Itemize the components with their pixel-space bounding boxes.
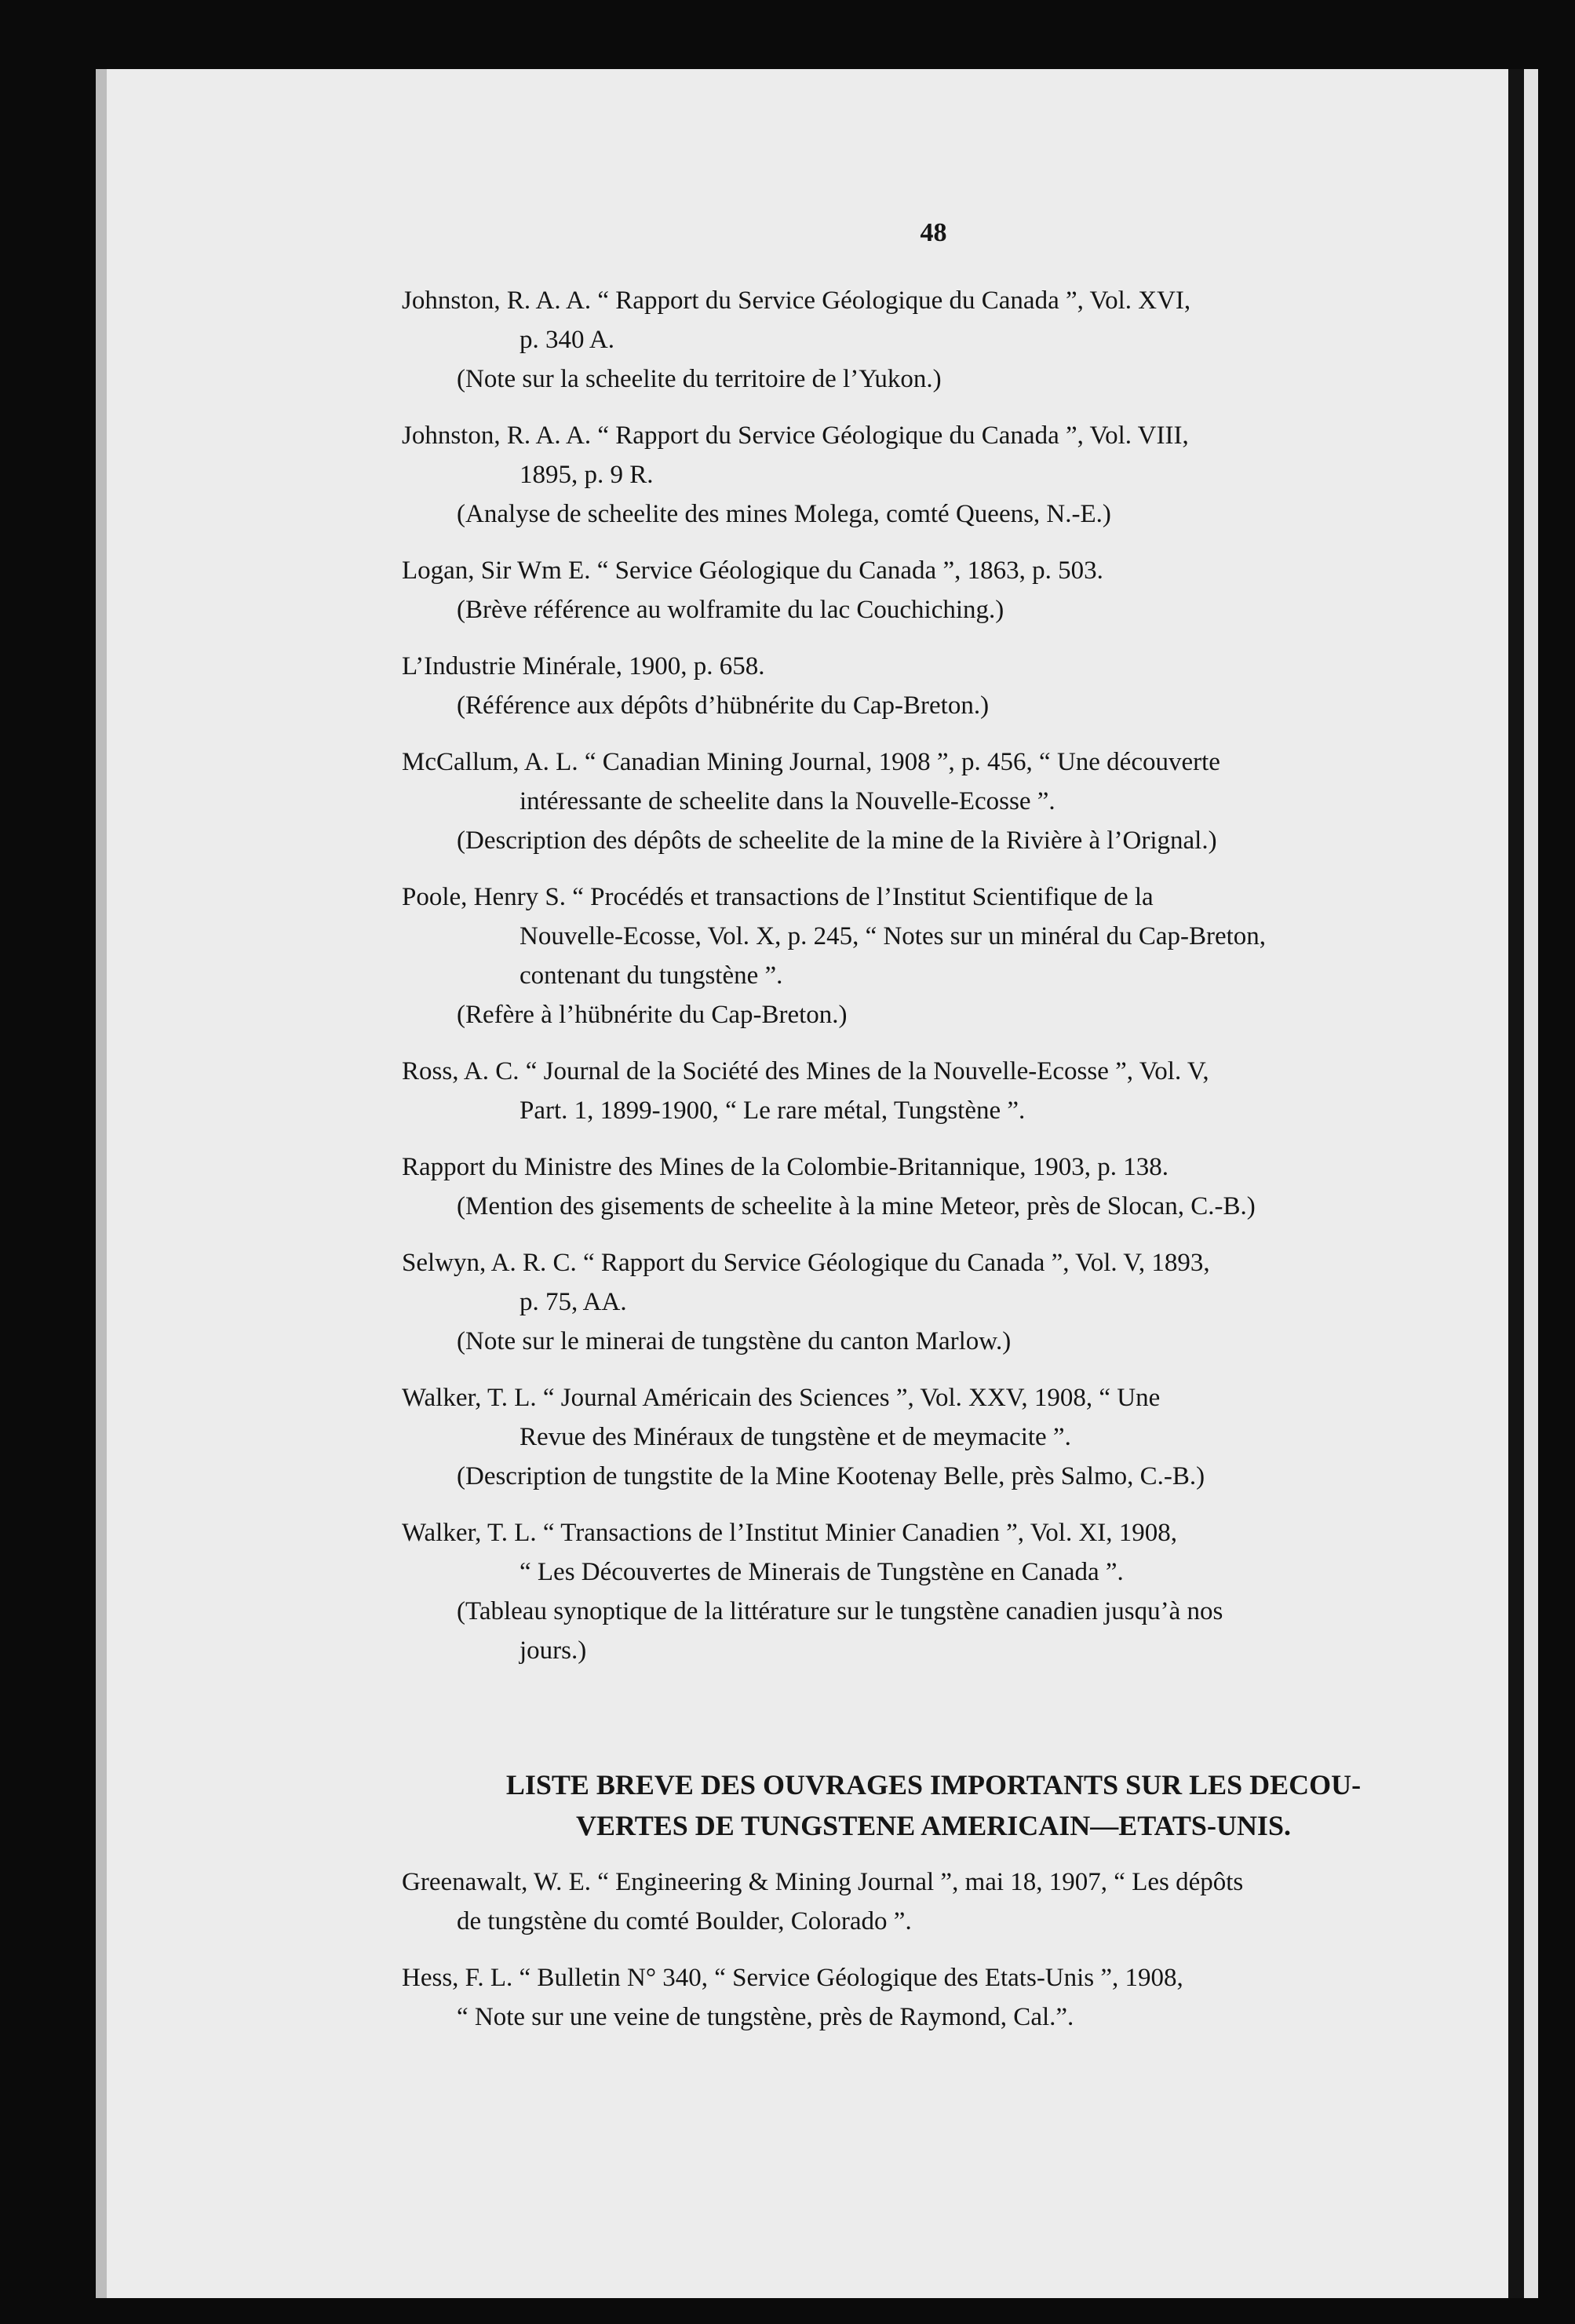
reference-entry: [402, 877, 1465, 1034]
reference-note: jours.): [520, 1636, 587, 1665]
reference-line: Walker, T. L. “ Transactions de l’Institut Minier Canadien ”, Vol. XI, 1908,: [402, 1519, 1178, 1547]
reference-entry: [402, 1378, 1465, 1496]
section-heading-line: VERTES DE TUNGSTENE AMERICAIN—ETATS-UNIS.: [576, 1810, 1291, 1841]
reference-entry: [402, 1243, 1465, 1361]
reference-line: p. 340 A.: [520, 326, 615, 354]
reference-list-canada: [402, 281, 1465, 1687]
section-heading-line: LISTE BREVE DES OUVRAGES IMPORTANTS SUR LES DECOU-: [505, 1769, 1362, 1800]
section-heading: [402, 1764, 1465, 1846]
reference-line: Greenawalt, W. E. “ Engineering & Mining Journal ”, mai 18, 1907, “ Les dépôts: [402, 1868, 1244, 1896]
reference-note: (Brève référence au wolframite du lac Couchiching.): [457, 596, 1004, 624]
reference-line: Johnston, R. A. A. “ Rapport du Service Géologique du Canada ”, Vol. XVI,: [402, 286, 1191, 315]
reference-note: (Analyse de scheelite des mines Molega, comté Queens, N.-E.): [457, 500, 1111, 528]
reference-list-usa: [402, 1862, 1465, 2054]
reference-line: Logan, Sir Wm E. “ Service Géologique du Canada ”, 1863, p. 503.: [402, 556, 1103, 585]
reference-line: Walker, T. L. “ Journal Américain des Sciences ”, Vol. XXV, 1908, “ Une: [402, 1384, 1161, 1412]
adjacent-page-edge: [1524, 69, 1538, 2298]
reference-note: (Mention des gisements de scheelite à la mine Meteor, près de Slocan, C.-B.): [457, 1192, 1256, 1220]
reference-line: Revue des Minéraux de tungstène et de meymacite ”.: [520, 1423, 1071, 1451]
reference-line: 1895, p. 9 R.: [520, 461, 654, 489]
reference-line: p. 75, AA.: [520, 1288, 627, 1316]
reference-entry: [402, 1052, 1465, 1130]
reference-line: Hess, F. L. “ Bulletin N° 340, “ Service Géologique des Etats-Unis ”, 1908,: [402, 1964, 1183, 1992]
reference-line: intéressante de scheelite dans la Nouvelle-Ecosse ”.: [520, 787, 1055, 815]
reference-line: Poole, Henry S. “ Procédés et transactions de l’Institut Scientifique de la: [402, 883, 1154, 911]
page-number: 48: [920, 218, 947, 247]
scan-shadow-strip: [1508, 69, 1524, 2298]
reference-line: Rapport du Ministre des Mines de la Colombie-Britannique, 1903, p. 138.: [402, 1153, 1169, 1181]
reference-entry: [402, 1958, 1465, 2037]
reference-entry: [402, 742, 1465, 860]
reference-note: (Refère à l’hübnérite du Cap-Breton.): [457, 1001, 848, 1029]
reference-entry: [402, 416, 1465, 534]
reference-note: (Note sur le minerai de tungstène du canton Marlow.): [457, 1327, 1012, 1355]
reference-line: Johnston, R. A. A. “ Rapport du Service Géologique du Canada ”, Vol. VIII,: [402, 421, 1189, 450]
reference-line: Selwyn, A. R. C. “ Rapport du Service Géologique du Canada ”, Vol. V, 1893,: [402, 1249, 1210, 1277]
reference-note: (Description de tungstite de la Mine Kootenay Belle, près Salmo, C.-B.): [457, 1462, 1205, 1490]
reference-entry: [402, 1513, 1465, 1670]
reference-line: Ross, A. C. “ Journal de la Société des Mines de la Nouvelle-Ecosse ”, Vol. V,: [402, 1057, 1209, 1085]
reference-line: Part. 1, 1899-1900, “ Le rare métal, Tungstène ”.: [520, 1096, 1026, 1125]
reference-line: “ Note sur une veine de tungstène, près de Raymond, Cal.”.: [457, 2003, 1074, 2031]
reference-note: (Description des dépôts de scheelite de la mine de la Rivière à l’Orignal.): [457, 826, 1217, 855]
reference-note: (Référence aux dépôts d’hübnérite du Cap-Breton.): [457, 691, 990, 720]
reference-line: L’Industrie Minérale, 1900, p. 658.: [402, 652, 765, 680]
reference-line: contenant du tungstène ”.: [520, 961, 783, 990]
reference-entry: [402, 281, 1465, 399]
reference-entry: [402, 1862, 1465, 1941]
reference-note: (Tableau synoptique de la littérature sur le tungstène canadien jusqu’à nos: [457, 1597, 1223, 1625]
reference-line: McCallum, A. L. “ Canadian Mining Journal, 1908 ”, p. 456, “ Une découverte: [402, 748, 1220, 776]
reference-entry: [402, 1147, 1465, 1226]
reference-line: Nouvelle-Ecosse, Vol. X, p. 245, “ Notes sur un minéral du Cap-Breton,: [520, 922, 1267, 950]
reference-entry: [402, 551, 1465, 629]
reference-entry: [402, 647, 1465, 725]
reference-line: de tungstène du comté Boulder, Colorado ”.: [457, 1907, 912, 1935]
scanned-page: [96, 69, 1519, 2298]
reference-line: “ Les Découvertes de Minerais de Tungstène en Canada ”.: [520, 1558, 1124, 1586]
reference-note: (Note sur la scheelite du territoire de l’Yukon.): [457, 365, 942, 393]
